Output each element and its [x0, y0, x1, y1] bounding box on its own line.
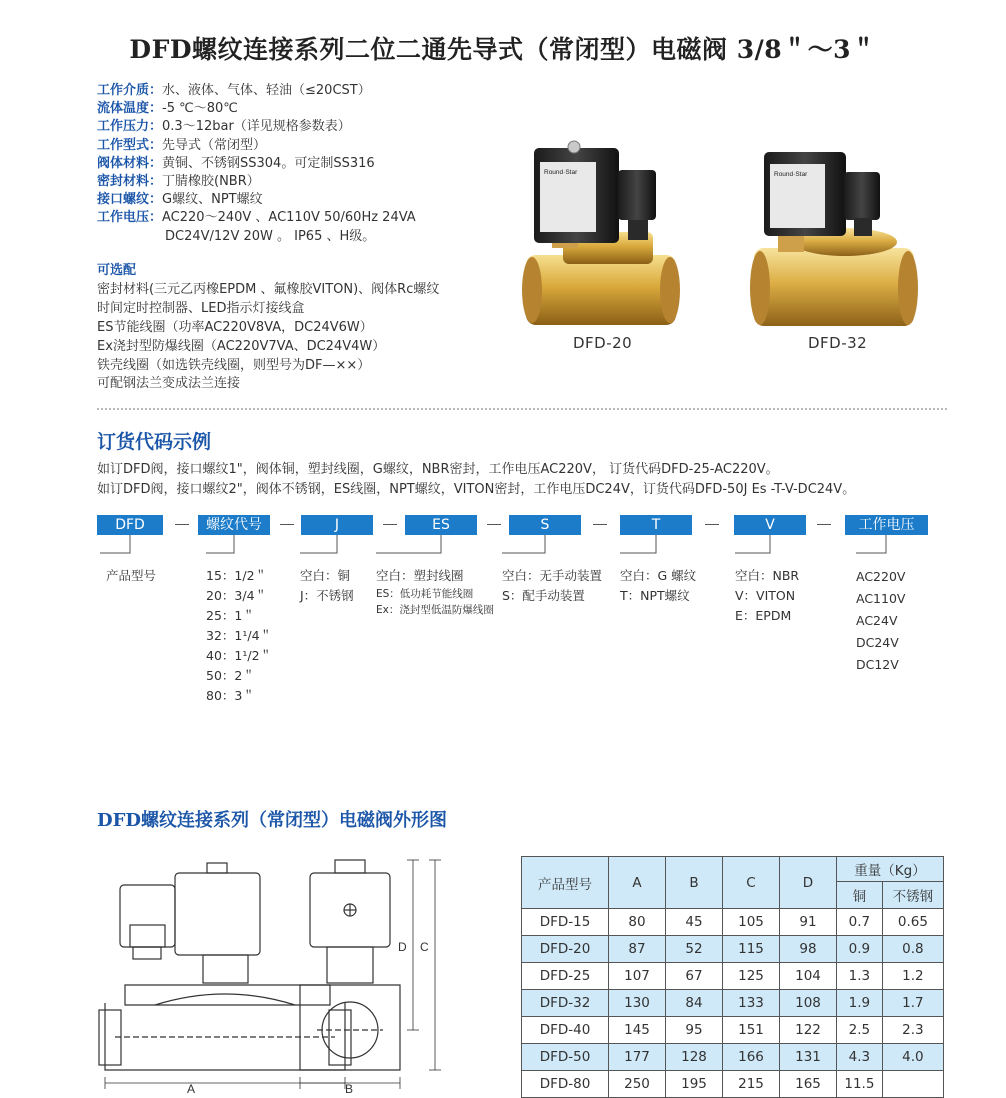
product-caption: DFD-32 [808, 334, 868, 352]
table-header: B [666, 857, 723, 909]
code-box-body: J [301, 515, 373, 535]
code-box-seal: V [734, 515, 806, 535]
table-header-sub: 铜 [837, 882, 883, 909]
code-dash [593, 524, 607, 525]
valve-brand-label: Round·Star [544, 169, 578, 176]
code-dash [817, 524, 831, 525]
table-row: DFD-25 107 67 125 104 1.3 1.2 [522, 963, 944, 990]
option-item: 密封材料(三元乙丙橡EPDM 、氟橡胶VITON)、阀体Rc螺纹 [97, 281, 440, 297]
table-header-weight: 重量（Kg） [837, 857, 944, 882]
code-box-coil: ES [405, 515, 477, 535]
options-heading: 可选配 [97, 263, 137, 278]
spec-voltage-continued: DC24V/12V 20W 。 IP65 、H级。 [165, 228, 376, 244]
table-row: DFD-15 80 45 105 91 0.7 0.65 [522, 909, 944, 936]
dim-label-c: C [420, 940, 429, 954]
code-col-product: 产品型号 [106, 568, 157, 583]
order-example: 如订DFD阀，接口螺纹2"，阀体不锈钢，ES线圈，NPT螺纹，VITON密封，工作电压DC24V，订货代码DFD-50J Es -T-V-DC24V。 [97, 482, 856, 497]
table-header: C [723, 857, 780, 909]
option-item: 铁壳线圈（如选铁壳线圈，则型号为DF—××） [97, 357, 371, 373]
page-title: DFD螺纹连接系列二位二通先导式（常闭型）电磁阀 3/8＂～3＂ [129, 35, 877, 64]
product-image-dfd32 [750, 150, 920, 335]
code-box-port: T [620, 515, 692, 535]
code-col-thread: 15：1/2＂ 20：3/4＂ 25：1＂ 32：1¹/4＂ 40：1¹/2＂ 50：2＂ 80：3＂ [206, 568, 273, 703]
code-box-voltage: 工作电压 [845, 515, 928, 535]
spec-row: 流体温度：-5 ℃～80℃ [97, 101, 238, 117]
outline-drawing [95, 855, 455, 1095]
table-header-sub: 不锈钢 [882, 882, 943, 909]
options-list [97, 262, 439, 394]
code-dash [383, 524, 397, 525]
dim-label-d: D [398, 940, 407, 954]
option-item: 可配钢法兰变成法兰连接 [97, 376, 241, 392]
code-dash [175, 524, 189, 525]
option-item: ES节能线圈（功率AC220V8VA，DC24V6W） [97, 319, 373, 335]
code-col-body: 空白：铜 J：不锈钢 [300, 568, 354, 603]
spec-row: 密封材料：丁腈橡胶(NBR） [97, 174, 260, 190]
code-box-dfd: DFD [97, 515, 163, 535]
section-divider [97, 408, 947, 410]
option-item: Ex浇封型防爆线圈（AC220V7VA、DC24V4W） [97, 338, 386, 354]
valve-brand-label: Round·Star [774, 171, 808, 178]
code-box-manual: S [509, 515, 581, 535]
table-row: DFD-50 177 128 166 131 4.3 4.0 [522, 1044, 944, 1071]
code-col-coil: 空白：塑封线圈 ES：低功耗节能线圈 Ex：浇封型低温防爆线圈 [376, 568, 494, 616]
code-col-seal: 空白：NBR V：VITON E：EPDM [735, 568, 800, 623]
drawing-heading: DFD螺纹连接系列（常闭型）电磁阀外形图 [97, 810, 447, 831]
table-row: DFD-80 250 195 215 165 11.5 [522, 1071, 944, 1098]
spec-row: 接口螺纹：G螺纹、NPT螺纹 [97, 192, 263, 208]
dim-label-b: B [345, 1082, 354, 1095]
table-header: A [609, 857, 666, 909]
code-connector-lines [0, 535, 1006, 565]
table-header: 产品型号 [522, 857, 609, 909]
table-row: DFD-40 145 95 151 122 2.5 2.3 [522, 1017, 944, 1044]
product-image-dfd20 [518, 140, 688, 335]
spec-row: 工作压力：0.3～12bar（详见规格参数表） [97, 119, 351, 135]
code-box-thread: 螺纹代号 [198, 515, 270, 535]
code-dash [487, 524, 501, 525]
spec-row: 阀体材料：黄铜、不锈钢SS304。可定制SS316 [97, 155, 375, 171]
order-heading: 订货代码示例 [97, 431, 212, 453]
dimension-table [521, 856, 944, 1098]
code-dash [280, 524, 294, 525]
table-row: DFD-32 130 84 133 108 1.9 1.7 [522, 990, 944, 1017]
spec-row: 工作型式：先导式（常闭型） [97, 137, 267, 153]
table-header: D [780, 857, 837, 909]
option-item: 时间定时控制器、LED指示灯接线盒 [97, 300, 305, 316]
code-col-voltage: AC220V AC110V AC24V DC24V DC12V [856, 569, 906, 672]
dim-label-a: A [187, 1082, 196, 1095]
table-row: DFD-20 87 52 115 98 0.9 0.8 [522, 936, 944, 963]
spec-row: 工作介质：水、液体、气体、轻油（≤20CST） [97, 83, 371, 98]
spec-row: 工作电压：AC220～240V 、AC110V 50/60Hz 24VA [97, 210, 416, 226]
product-caption: DFD-20 [573, 334, 633, 352]
code-dash [705, 524, 719, 525]
order-example: 如订DFD阀，接口螺纹1"，阀体铜，塑封线圈，G螺纹，NBR密封，工作电压AC220V， 订货代码DFD-25-AC220V。 [97, 462, 779, 477]
code-col-port: 空白：G 螺纹 T：NPT螺纹 [620, 568, 697, 603]
code-col-manual: 空白：无手动装置 S：配手动装置 [502, 568, 603, 603]
spec-list [97, 82, 416, 246]
